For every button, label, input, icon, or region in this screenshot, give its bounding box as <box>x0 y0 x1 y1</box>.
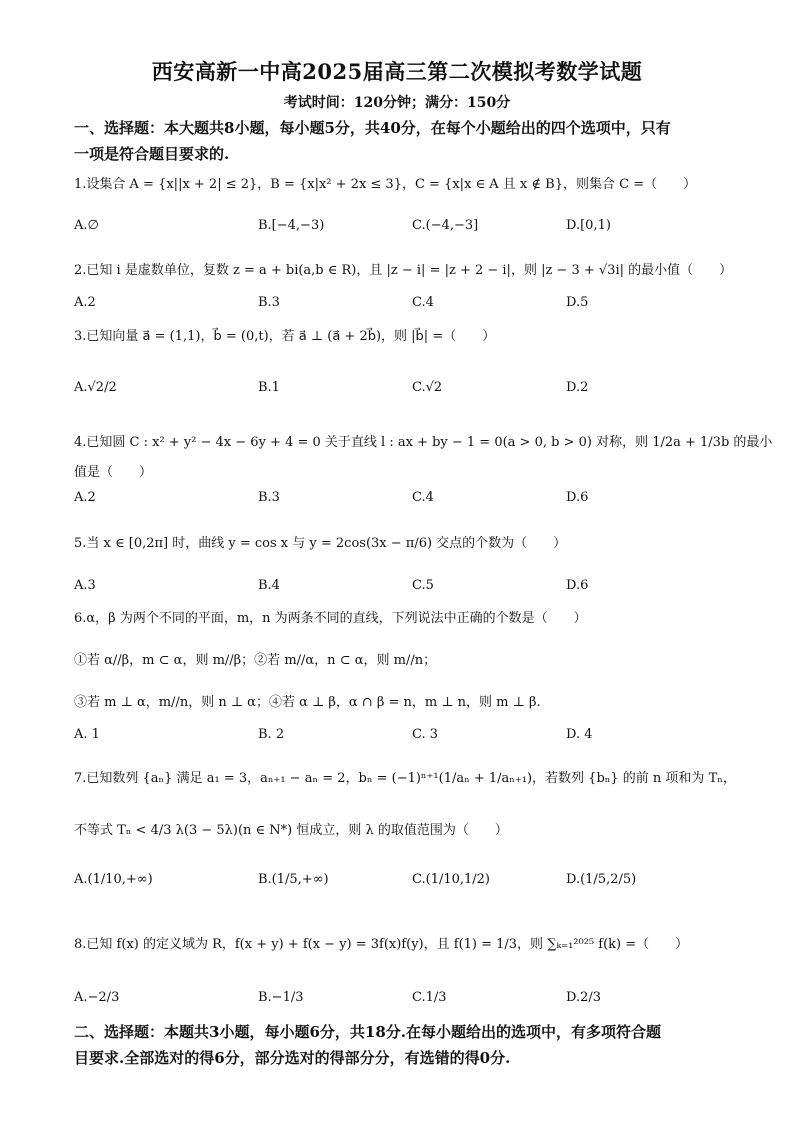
question-2-options <box>74 295 724 319</box>
option-c[interactable]: C.5 <box>412 578 434 593</box>
option-c[interactable]: C.√2 <box>412 380 443 395</box>
option-b[interactable]: B.1 <box>258 380 280 395</box>
question-2-stem: 2.已知 i 是虚数单位，复数 z = a + bi(a,b ∈ R)，且 |z − i| = |z + 2 − i|，则 |z − 3 + √3i| 的最小值（ ） <box>74 263 733 278</box>
option-d[interactable]: D.[0,1) <box>566 218 611 233</box>
option-c[interactable]: C.(−4,−3] <box>412 218 479 233</box>
option-d[interactable]: D.6 <box>566 490 589 505</box>
question-7-options <box>74 872 724 896</box>
option-d[interactable]: D.5 <box>566 295 589 310</box>
question-5-options <box>74 578 724 602</box>
section-1-line-2: 一项是符合题目要求的. <box>74 145 230 163</box>
section-2-instructions <box>74 1019 724 1071</box>
option-d[interactable]: D.6 <box>566 578 589 593</box>
question-4-options <box>74 490 724 514</box>
exam-subtitle: 考试时间：120分钟；满分：150分 <box>283 95 511 111</box>
option-a[interactable]: A.∅ <box>74 218 99 233</box>
option-c[interactable]: C.1/3 <box>412 990 447 1005</box>
question-4-stem-continued: 值是（ ） <box>74 465 153 480</box>
option-b[interactable]: B. 2 <box>258 727 285 742</box>
option-a[interactable]: A.2 <box>74 490 96 505</box>
question-8-stem: 8.已知 f(x) 的定义域为 R，f(x + y) + f(x − y) = 3f(x)f(y)，且 f(1) = 1/3，则 ∑ₖ₌₁²⁰²⁵ f(k) =（ ） <box>74 937 689 952</box>
question-6-options <box>74 727 724 751</box>
question-3-stem: 3.已知向量 a⃗ = (1,1)，b⃗ = (0,t)，若 a⃗ ⊥ (a⃗ + 2b⃗)，则 |b⃗| =（ ） <box>74 329 496 344</box>
option-c[interactable]: C.4 <box>412 490 434 505</box>
section-1-instructions <box>74 115 724 167</box>
question-8-options <box>74 990 724 1014</box>
option-d[interactable]: D. 4 <box>566 727 593 742</box>
option-b[interactable]: B.3 <box>258 295 280 310</box>
question-5-stem: 5.当 x ∈ [0,2π] 时，曲线 y = cos x 与 y = 2cos(3x − π/6) 交点的个数为（ ） <box>74 536 567 551</box>
option-c[interactable]: C.(1/10,1/2) <box>412 872 491 887</box>
option-a[interactable]: A.(1/10,+∞) <box>74 872 153 887</box>
question-6-statements-1-2: ①若 α//β，m ⊂ α，则 m//β；②若 m//α，n ⊂ α，则 m//n； <box>74 653 437 668</box>
question-1-stem: 1.设集合 A = {x||x + 2| ≤ 2}，B = {x|x² + 2x ≤ 3}，C = {x|x ∈ A 且 x ∉ B}，则集合 C =（ ） <box>74 177 697 192</box>
option-a[interactable]: A.3 <box>74 578 96 593</box>
option-b[interactable]: B.[−4,−3) <box>258 218 325 233</box>
exam-title: 西安高新一中高2025届高三第二次模拟考数学试题 <box>151 59 643 84</box>
section-2-line-1: 二、选择题：本题共3小题，每小题6分，共18分.在每小题给出的选项中，有多项符合题 <box>74 1023 661 1041</box>
question-6-stem: 6.α，β 为两个不同的平面，m，n 为两条不同的直线，下列说法中正确的个数是（ ） <box>74 611 587 626</box>
option-d[interactable]: D.2/3 <box>566 990 602 1005</box>
option-c[interactable]: C.4 <box>412 295 434 310</box>
question-7-stem-continued: 不等式 Tₙ < 4/3 λ(3 − 5λ)(n ∈ N*) 恒成立，则 λ 的取值范围为（ ） <box>74 823 508 838</box>
option-c[interactable]: C. 3 <box>412 727 439 742</box>
option-d[interactable]: D.(1/5,2/5) <box>566 872 637 887</box>
option-a[interactable]: A.2 <box>74 295 96 310</box>
question-6-statements-3-4: ③若 m ⊥ α，m//n，则 n ⊥ α；④若 α ⊥ β，α ∩ β = n，m ⊥ n，则 m ⊥ β. <box>74 695 541 710</box>
option-b[interactable]: B.(1/5,+∞) <box>258 872 329 887</box>
option-a[interactable]: A.−2/3 <box>74 990 120 1005</box>
question-3-options <box>74 380 724 404</box>
option-a[interactable]: A.√2/2 <box>74 380 117 395</box>
question-7-stem: 7.已知数列 {aₙ} 满足 a₁ = 3，aₙ₊₁ − aₙ = 2，bₙ = (−1)ⁿ⁺¹(1/aₙ + 1/aₙ₊₁)，若数列 {bₙ} 的前 n 项和为 Tₙ， <box>74 771 736 786</box>
question-4-stem: 4.已知圆 C : x² + y² − 4x − 6y + 4 = 0 关于直线 l : ax + by − 1 = 0(a > 0, b > 0) 对称，则 1/2a + 1/3b 的最小 <box>74 435 773 450</box>
option-b[interactable]: B.3 <box>258 490 280 505</box>
option-b[interactable]: B.4 <box>258 578 280 593</box>
option-d[interactable]: D.2 <box>566 380 589 395</box>
section-2-line-2: 目要求.全部选对的得6分，部分选对的得部分分，有选错的得0分. <box>74 1049 511 1067</box>
option-a[interactable]: A. 1 <box>74 727 100 742</box>
option-b[interactable]: B.−1/3 <box>258 990 304 1005</box>
section-1-line-1: 一、选择题：本大题共8小题，每小题5分，共40分，在每个小题给出的四个选项中，只有 <box>74 119 671 137</box>
question-1-options <box>74 218 724 242</box>
